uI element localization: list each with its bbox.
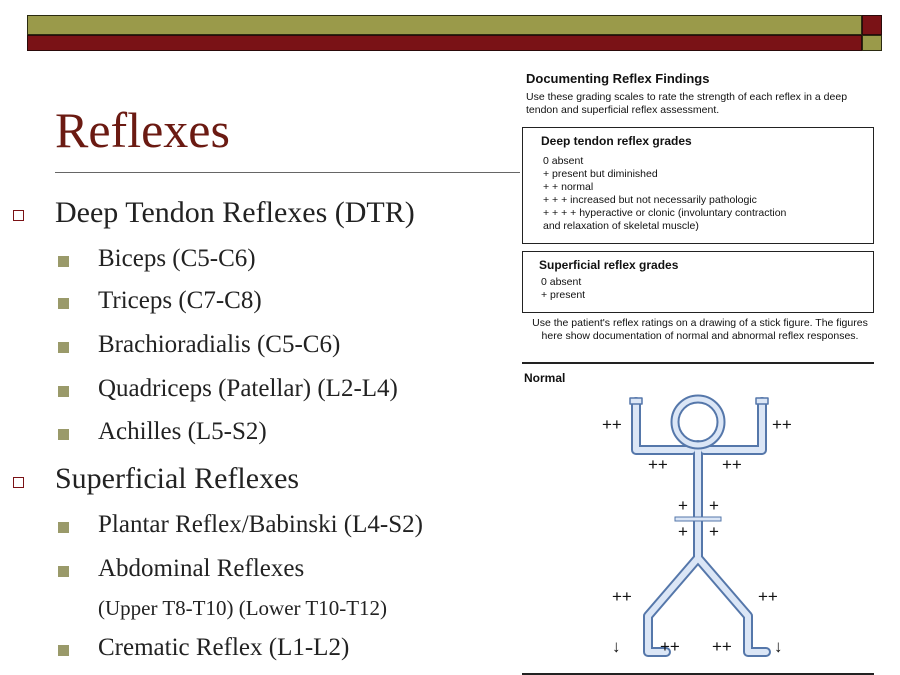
- superficial-grades-box: [522, 251, 874, 313]
- list-item: Achilles (L5-S2): [98, 418, 267, 445]
- head-fill: [675, 399, 721, 445]
- list-item: Crematic Reflex (L1-L2): [98, 634, 350, 661]
- square-bullet-icon: [58, 342, 69, 353]
- list-item: Plantar Reflex/Babinski (L4-S2): [98, 511, 423, 538]
- grade-line: + present: [541, 289, 586, 301]
- hand-cap: [756, 398, 768, 404]
- figure-bottom-divider: [522, 673, 874, 675]
- grade-line: + + + + hyperactive or clonic (involuntary contraction: [543, 207, 787, 219]
- grade-line: + present but diminished: [543, 168, 658, 180]
- superficial-grades-title: Superficial reflex grades: [539, 258, 679, 272]
- figure-description: Use these grading scales to rate the strength of each reflex in a deep tendon and superficial reflex assessment.: [526, 91, 848, 116]
- reflex-label: ++: [722, 455, 742, 474]
- square-bullet-icon: [58, 298, 69, 309]
- normal-label: Normal: [524, 371, 566, 385]
- reflex-label: ++: [648, 455, 668, 474]
- grade-line: + + normal: [543, 181, 594, 193]
- down-arrow-icon: ↓: [774, 637, 783, 656]
- title-divider: [55, 172, 520, 173]
- grade-line: 0 absent: [543, 155, 584, 167]
- hand-cap: [630, 398, 642, 404]
- grade-line: + + + increased but not necessarily pathologic: [543, 194, 757, 206]
- reflex-label: +: [678, 522, 688, 541]
- list-item: Biceps (C5-C6): [98, 245, 256, 272]
- reflex-label: ++: [772, 415, 792, 434]
- square-bullet-icon: [58, 566, 69, 577]
- reflex-label: ++: [660, 637, 680, 656]
- abdominal-bar: [675, 517, 721, 521]
- hollow-square-bullet-icon: [13, 477, 24, 488]
- dtr-grades-title: Deep tendon reflex grades: [541, 134, 692, 148]
- list-item: Triceps (C7-C8): [98, 287, 262, 314]
- square-bullet-icon: [58, 429, 69, 440]
- down-arrow-icon: ↓: [612, 637, 621, 656]
- list-item: Brachioradialis (C5-C6): [98, 331, 341, 358]
- reflex-label: ++: [602, 415, 622, 434]
- grade-line: 0 absent: [541, 276, 582, 288]
- reflex-label: ++: [612, 587, 632, 606]
- top-bar-olive-square: [862, 35, 882, 51]
- slide-title: Reflexes: [55, 102, 230, 158]
- square-bullet-icon: [58, 522, 69, 533]
- stick-figure: [520, 380, 880, 675]
- reflex-label: +: [709, 496, 719, 515]
- top-bar-olive-stripe: [27, 15, 862, 35]
- reflex-label: ++: [758, 587, 778, 606]
- grade-line: and relaxation of skeletal muscle): [543, 220, 699, 232]
- list-item: Quadriceps (Patellar) (L2-L4): [98, 375, 398, 402]
- top-bar-red-stripe: [27, 35, 862, 51]
- dtr-grades-box: [522, 127, 874, 244]
- square-bullet-icon: [58, 256, 69, 267]
- stick-figure-outline: [630, 398, 768, 652]
- square-bullet-icon: [58, 645, 69, 656]
- reflex-label: ++: [712, 637, 732, 656]
- figure-note: Use the patient's reflex ratings on a drawing of a stick figure. The figures here show documentation of normal and abnormal reflex responses.: [532, 317, 868, 342]
- square-bullet-icon: [58, 386, 69, 397]
- section-heading-superficial: Superficial Reflexes: [55, 462, 300, 495]
- figure-title: Documenting Reflex Findings: [526, 71, 710, 86]
- abdominal-detail: (Upper T8-T10) (Lower T10-T12): [98, 596, 388, 620]
- reflex-label: +: [678, 496, 688, 515]
- hollow-square-bullet-icon: [13, 210, 24, 221]
- top-bar-red-square: [862, 15, 882, 35]
- reflex-label: +: [709, 522, 719, 541]
- list-item: Abdominal Reflexes: [98, 555, 305, 582]
- reflex-findings-figure: [520, 65, 880, 675]
- top-decorative-bar: [27, 15, 882, 51]
- figure-divider: [522, 362, 874, 364]
- section-heading-dtr: Deep Tendon Reflexes (DTR): [55, 196, 415, 229]
